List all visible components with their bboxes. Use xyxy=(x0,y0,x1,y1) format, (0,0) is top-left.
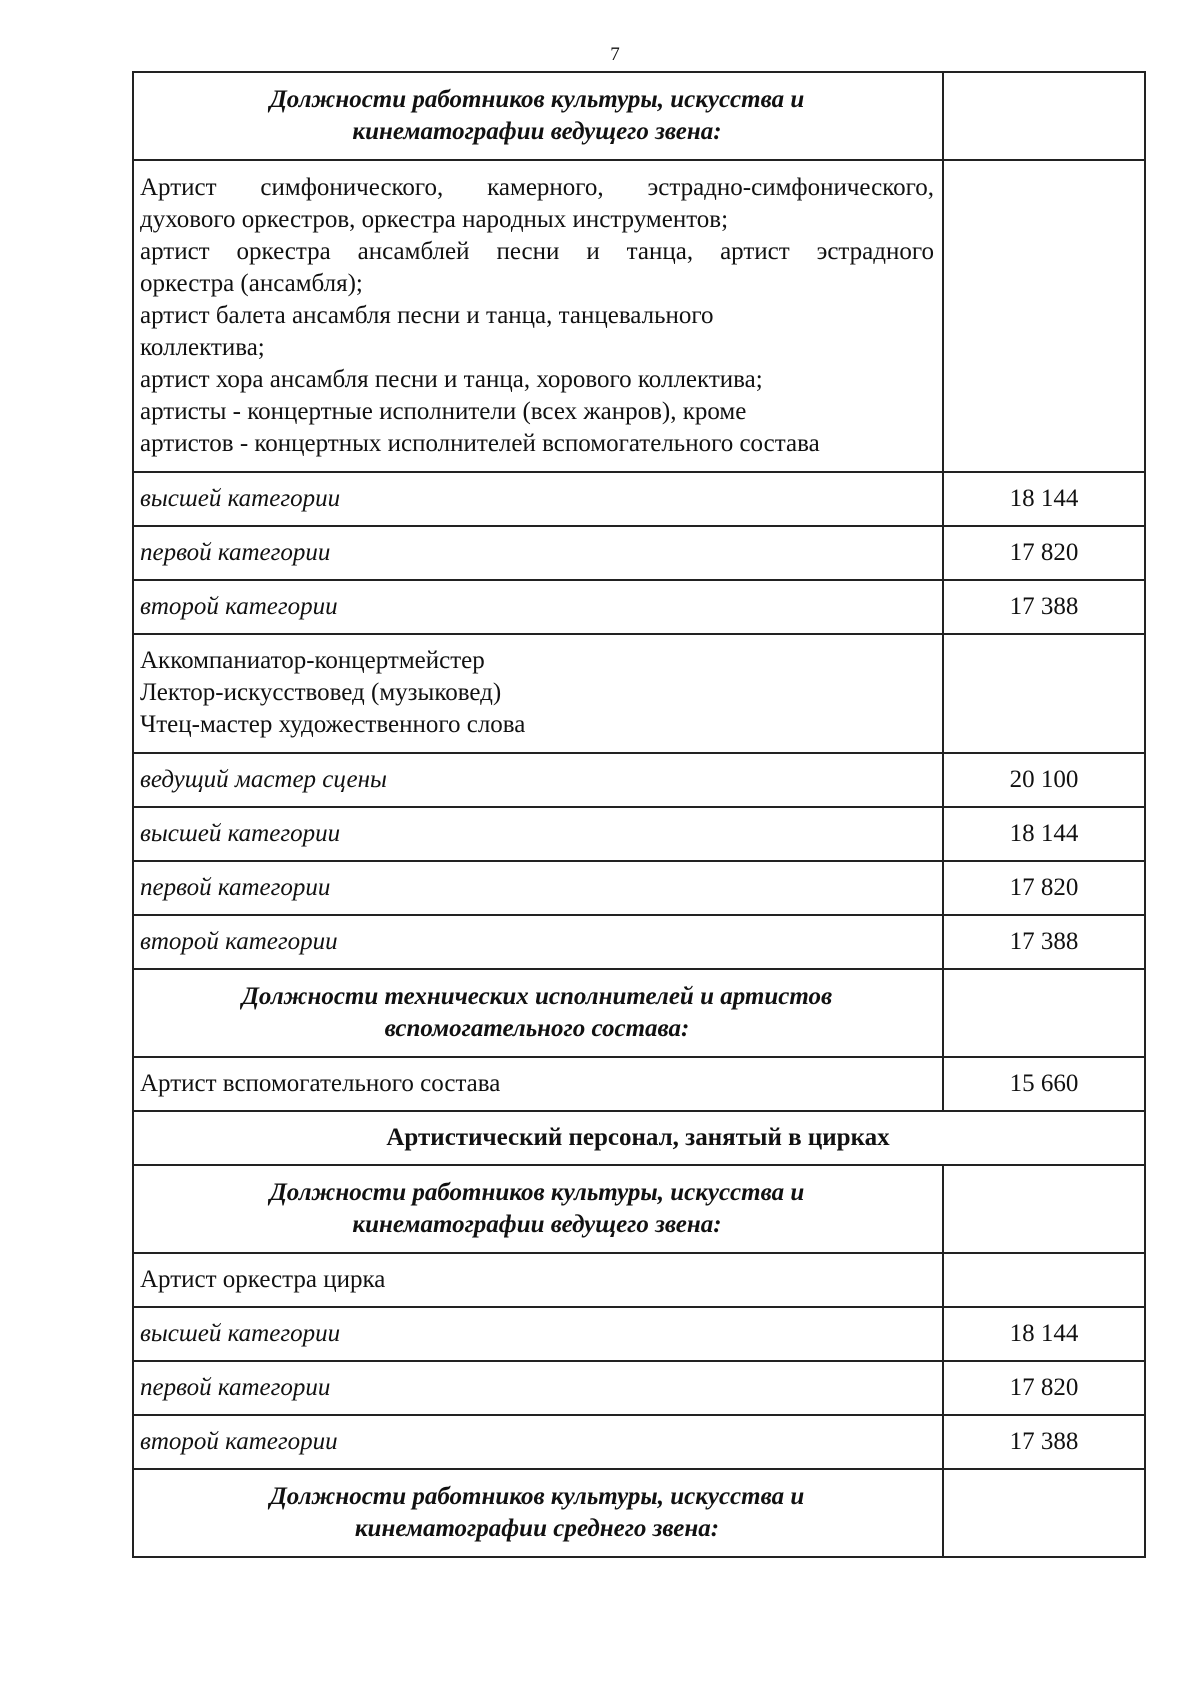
circus-personnel-header: Артистический персонал, занятый в цирках xyxy=(133,1111,1145,1165)
table-row xyxy=(133,969,1145,1057)
position-line: артист оркестра ансамблей песни и танца, артист эстрадного xyxy=(140,237,934,265)
position-line: Чтец-мастер художественного слова xyxy=(140,711,526,738)
value-cell: 17 820 xyxy=(943,861,1145,915)
position-line: коллектива; xyxy=(140,333,265,361)
value-cell: 18 144 xyxy=(943,472,1145,526)
position-line: артист хора ансамбля песни и танца, хорового коллектива; xyxy=(140,365,763,393)
value-cell: 17 820 xyxy=(943,1361,1145,1415)
section-header-line: кинематографии среднего звена: xyxy=(354,1514,720,1542)
value-cell: 17 388 xyxy=(943,580,1145,634)
category-cell: первой категории xyxy=(133,861,943,915)
position-line: артистов - концертных исполнителей вспомогательного состава xyxy=(140,429,820,457)
position-line: духового оркестров, оркестра народных инструментов; xyxy=(140,205,729,233)
value-cell: 20 100 xyxy=(943,753,1145,807)
table-row xyxy=(133,861,1145,915)
position-line: Лектор-искусствовед (музыковед) xyxy=(140,679,502,706)
value-cell: 18 144 xyxy=(943,807,1145,861)
value-cell: 17 388 xyxy=(943,915,1145,969)
table-row xyxy=(133,1469,1145,1557)
position-line: Аккомпаниатор-концертмейстер xyxy=(140,647,485,674)
table-row xyxy=(133,1057,1145,1111)
category-cell: первой категории xyxy=(133,1361,943,1415)
table-row xyxy=(133,472,1145,526)
value-cell xyxy=(943,634,1145,753)
category-cell: высшей категории xyxy=(133,472,943,526)
positions-cell: Артист вспомогательного состава xyxy=(133,1057,943,1111)
table-row xyxy=(133,1253,1145,1307)
category-cell: второй категории xyxy=(133,915,943,969)
value-cell xyxy=(943,1253,1145,1307)
section-header-cell xyxy=(133,1469,943,1557)
category-cell: первой категории xyxy=(133,526,943,580)
section-header-line: Должности работников культуры, искусства и xyxy=(269,1482,805,1510)
positions-cell: Артист оркестра цирка xyxy=(133,1253,943,1307)
table-row xyxy=(133,807,1145,861)
section-header-line: Должности работников культуры, искусства и xyxy=(269,85,805,113)
table-row xyxy=(133,1361,1145,1415)
category-cell: высшей категории xyxy=(133,1307,943,1361)
category-cell: высшей категории xyxy=(133,807,943,861)
value-cell xyxy=(943,72,1145,160)
value-cell: 18 144 xyxy=(943,1307,1145,1361)
value-cell: 17 388 xyxy=(943,1415,1145,1469)
section-header-line: Должности технических исполнителей и артистов xyxy=(241,982,833,1010)
position-line: оркестра (ансамбля); xyxy=(140,269,363,297)
category-cell: второй категории xyxy=(133,1415,943,1469)
page-number: 7 xyxy=(610,44,620,65)
table-row xyxy=(133,915,1145,969)
table-row xyxy=(133,753,1145,807)
value-cell xyxy=(943,160,1145,472)
table-row xyxy=(133,634,1145,753)
value-cell xyxy=(943,969,1145,1057)
table-row xyxy=(133,160,1145,472)
positions-cell xyxy=(133,160,943,472)
value-cell xyxy=(943,1165,1145,1253)
table-row xyxy=(133,580,1145,634)
section-header-line: кинематографии ведущего звена: xyxy=(352,1210,722,1238)
table-row xyxy=(133,1111,1145,1165)
section-header-cell xyxy=(133,1165,943,1253)
table-row xyxy=(133,526,1145,580)
table-row xyxy=(133,1165,1145,1253)
position-line: Артист симфонического, камерного, эстрадно-симфонического, xyxy=(140,173,934,201)
section-header-line: вспомогательного состава: xyxy=(384,1014,690,1042)
section-header-cell xyxy=(133,969,943,1057)
value-cell: 15 660 xyxy=(943,1057,1145,1111)
value-cell: 17 820 xyxy=(943,526,1145,580)
positions-cell xyxy=(133,634,943,753)
category-cell: ведущий мастер сцены xyxy=(133,753,943,807)
section-header-cell xyxy=(133,72,943,160)
salary-table xyxy=(132,71,1146,1558)
table-row xyxy=(133,72,1145,160)
section-header-line: кинематографии ведущего звена: xyxy=(352,117,722,145)
section-header-line: Должности работников культуры, искусства и xyxy=(269,1178,805,1206)
category-cell: второй категории xyxy=(133,580,943,634)
position-line: артисты - концертные исполнители (всех жанров), кроме xyxy=(140,397,747,425)
value-cell xyxy=(943,1469,1145,1557)
table-row xyxy=(133,1307,1145,1361)
table-row xyxy=(133,1415,1145,1469)
position-line: артист балета ансамбля песни и танца, танцевального xyxy=(140,301,714,329)
